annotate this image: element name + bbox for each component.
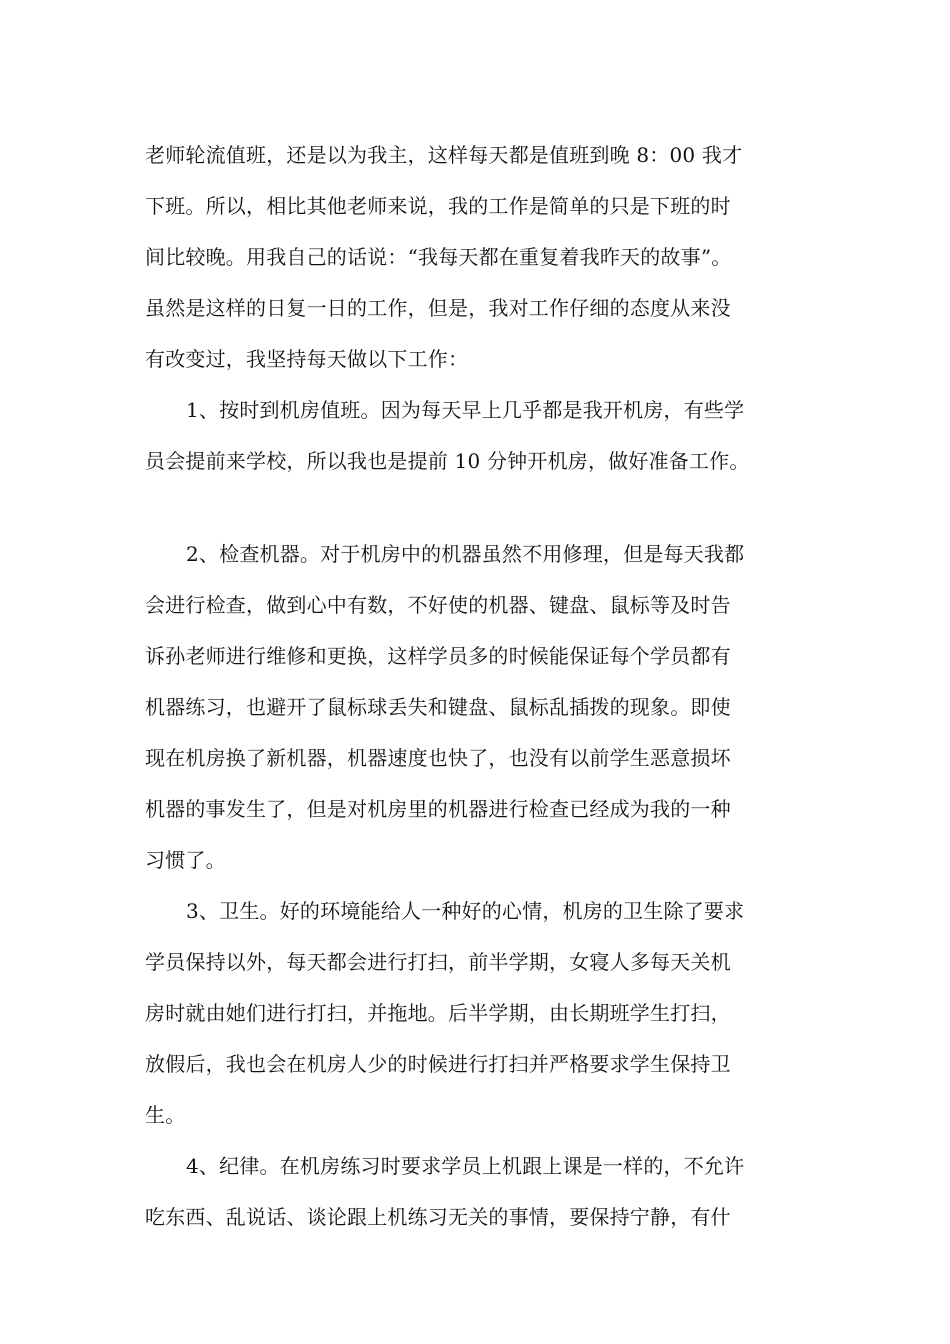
text-line: 虽然是这样的日复一日的工作，但是，我对工作仔细的态度从来没 [145, 296, 731, 320]
text-line: 房时就由她们进行打扫，并拖地。后半学期，由长期班学生打扫， [145, 1001, 731, 1025]
text-line: 诉孙老师进行维修和更换，这样学员多的时候能保证每个学员都有 [145, 644, 731, 668]
text-line: 学员保持以外，每天都会进行打扫，前半学期，女寝人多每天关机 [145, 950, 731, 974]
text-line: 员会提前来学校，所以我也是提前 10 分钟开机房，做好准备工作。 [145, 449, 750, 473]
text-line: 下班。所以，相比其他老师来说，我的工作是简单的只是下班的时 [145, 194, 731, 218]
text-line: 放假后，我也会在机房人少的时候进行打扫并严格要求学生保持卫 [145, 1052, 731, 1076]
text-line: 会进行检查，做到心中有数，不好使的机器、键盘、鼠标等及时告 [145, 593, 731, 617]
text-line: 3、卫生。好的环境能给人一种好的心情，机房的卫生除了要求 [186, 899, 745, 923]
text-line: 老师轮流值班，还是以为我主，这样每天都是值班到晚 8：00 我才 [145, 143, 743, 167]
text-line: 生。 [145, 1103, 186, 1127]
text-line: 间比较晚。用我自己的话说：“我每天都在重复着我昨天的故事”。 [145, 245, 732, 269]
text-line: 1、按时到机房值班。因为每天早上几乎都是我开机房，有些学 [186, 398, 745, 422]
text-line: 现在机房换了新机器，机器速度也快了，也没有以前学生恶意损坏 [145, 746, 731, 770]
text-line: 吃东西、乱说话、谈论跟上机练习无关的事情，要保持宁静，有什 [145, 1205, 731, 1229]
text-line: 有改变过，我坚持每天做以下工作： [145, 347, 469, 371]
text-line: 机器练习，也避开了鼠标球丢失和键盘、鼠标乱插拨的现象。即使 [145, 695, 731, 719]
text-line: 机器的事发生了，但是对机房里的机器进行检查已经成为我的一种 [145, 797, 731, 821]
text-line: 习惯了。 [145, 848, 226, 872]
text-line: 4、纪律。在机房练习时要求学员上机跟上课是一样的，不允许 [186, 1154, 745, 1178]
text-line: 2、检查机器。对于机房中的机器虽然不用修理，但是每天我都 [186, 542, 745, 566]
